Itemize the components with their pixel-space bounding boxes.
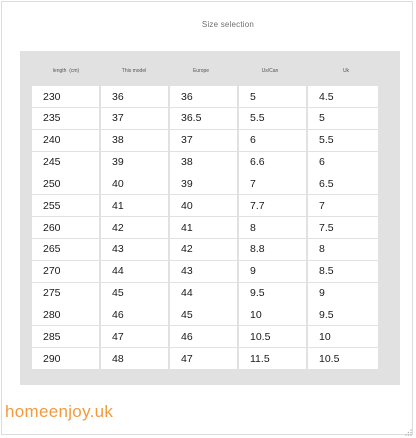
table-cell: 43 [170, 261, 237, 282]
table-row [32, 86, 396, 107]
table-row [32, 130, 396, 151]
table-cell: 6 [308, 152, 378, 173]
resize-corner-icon [405, 428, 413, 436]
table-row [32, 348, 396, 369]
table-row [32, 173, 396, 194]
table-cell: 38 [170, 152, 237, 173]
table-row [32, 304, 396, 325]
table-cell: 6.6 [239, 152, 306, 173]
table-cell: 10.5 [239, 326, 306, 347]
table-cell: 42 [101, 217, 168, 238]
table-cell: 39 [170, 173, 237, 194]
table-cell: 5.5 [308, 130, 378, 151]
table-cell: 10.5 [308, 348, 378, 369]
table-cell: 39 [101, 152, 168, 173]
page-title: Size selection [201, 20, 255, 29]
table-cell: 46 [101, 304, 168, 325]
table-row [32, 283, 396, 304]
table-cell: 9 [239, 261, 306, 282]
table-cell: 45 [170, 304, 237, 325]
table-cell: 41 [170, 217, 237, 238]
table-cell: 245 [32, 152, 99, 173]
table-cell: 36 [101, 86, 168, 107]
header-uk: Uk [342, 68, 350, 74]
table-cell: 265 [32, 239, 99, 260]
table-cell: 260 [32, 217, 99, 238]
table-cell: 4.5 [308, 86, 378, 107]
table-cell: 40 [101, 173, 168, 194]
table-cell: 270 [32, 261, 99, 282]
watermark: homeenjoy.uk [5, 402, 114, 421]
table-cell: 8.5 [308, 261, 378, 282]
header-us-can: Us/Can [261, 68, 279, 74]
table-cell: 9 [308, 283, 378, 304]
table-body [32, 86, 396, 370]
table-cell: 45 [101, 283, 168, 304]
table-cell: 43 [101, 239, 168, 260]
table-cell: 6.5 [308, 173, 378, 194]
table-cell: 230 [32, 86, 99, 107]
table-cell: 38 [101, 130, 168, 151]
table-cell: 9.5 [308, 304, 378, 325]
table-cell: 37 [101, 108, 168, 129]
table-cell: 7.5 [308, 217, 378, 238]
table-cell: 280 [32, 304, 99, 325]
table-cell: 47 [170, 348, 237, 369]
table-cell: 44 [101, 261, 168, 282]
table-cell: 5 [239, 86, 306, 107]
table-cell: 7.7 [239, 195, 306, 216]
table-cell: 275 [32, 283, 99, 304]
table-cell: 11.5 [239, 348, 306, 369]
table-row [32, 152, 396, 173]
table-cell: 8.8 [239, 239, 306, 260]
header-this-model: This model [121, 68, 147, 74]
table-cell: 41 [101, 195, 168, 216]
table-cell: 290 [32, 348, 99, 369]
table-cell: 235 [32, 108, 99, 129]
table-cell: 5.5 [239, 108, 306, 129]
table-cell: 7 [308, 195, 378, 216]
table-cell: 8 [308, 239, 378, 260]
table-cell: 47 [101, 326, 168, 347]
table-cell: 48 [101, 348, 168, 369]
table-cell: 8 [239, 217, 306, 238]
table-cell: 40 [170, 195, 237, 216]
table-cell: 42 [170, 239, 237, 260]
table-cell: 240 [32, 130, 99, 151]
table-cell: 37 [170, 130, 237, 151]
size-table [20, 51, 400, 385]
table-cell: 44 [170, 283, 237, 304]
table-row [32, 239, 396, 260]
header-length: length (cm) [52, 68, 80, 74]
table-cell: 7 [239, 173, 306, 194]
table-row [32, 326, 396, 347]
table-cell: 36 [170, 86, 237, 107]
table-cell: 36.5 [170, 108, 237, 129]
table-cell: 250 [32, 173, 99, 194]
table-cell: 285 [32, 326, 99, 347]
table-cell: 6 [239, 130, 306, 151]
table-row [32, 108, 396, 129]
table-row [32, 195, 396, 216]
header-europe: Europe [192, 68, 210, 74]
table-cell: 46 [170, 326, 237, 347]
table-cell: 5 [308, 108, 378, 129]
table-cell: 10 [239, 304, 306, 325]
table-header [20, 68, 400, 78]
table-cell: 9.5 [239, 283, 306, 304]
table-row [32, 217, 396, 238]
table-row [32, 261, 396, 282]
table-cell: 255 [32, 195, 99, 216]
table-cell: 10 [308, 326, 378, 347]
